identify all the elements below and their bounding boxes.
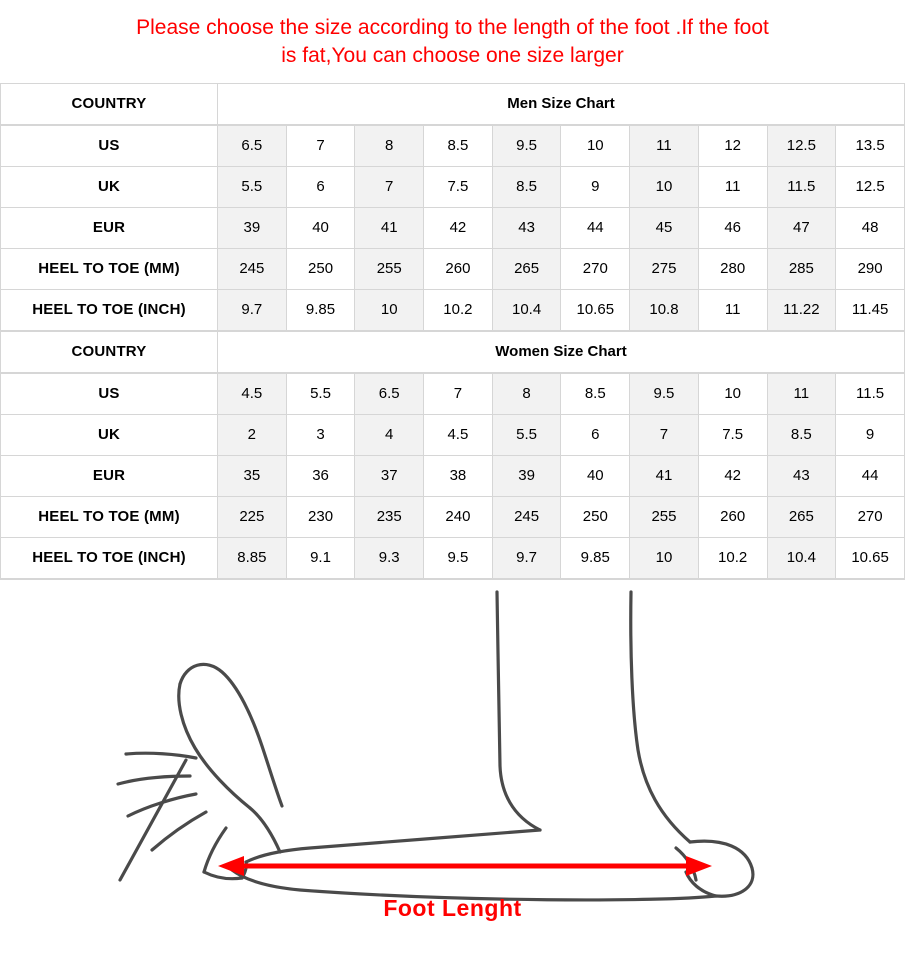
women-cell: 10.4 [767,537,836,578]
women-row-label: EUR [1,455,218,496]
men-cell: 10.65 [561,289,630,330]
men-cell: 43 [492,207,561,248]
women-row-label: US [1,373,218,414]
notice-line-1: Please choose the size according to the length of the foot .If the foot [136,16,769,39]
men-header-row [1,83,905,124]
men-row-label: EUR [1,207,218,248]
women-cell: 11 [767,373,836,414]
women-cell: 3 [286,414,355,455]
men-cell: 280 [698,248,767,289]
women-cell: 9.85 [561,537,630,578]
women-cell: 255 [630,496,699,537]
table-row [1,373,905,414]
men-cell: 270 [561,248,630,289]
notice-banner [0,0,905,83]
women-cell: 10.2 [698,537,767,578]
women-cell: 230 [286,496,355,537]
women-cell: 5.5 [492,414,561,455]
table-row [1,289,905,330]
women-cell: 265 [767,496,836,537]
women-cell: 10.65 [836,537,905,578]
women-header-row [1,331,905,372]
men-cell: 11.45 [836,289,905,330]
men-size-values-table [0,125,905,331]
women-cell: 250 [561,496,630,537]
women-cell: 4.5 [218,373,287,414]
women-cell: 4 [355,414,424,455]
women-cell: 4.5 [424,414,493,455]
table-row [1,166,905,207]
men-row-label: UK [1,166,218,207]
men-cell: 10.8 [630,289,699,330]
men-cell: 11 [698,166,767,207]
women-cell: 7 [424,373,493,414]
table-row [1,455,905,496]
table-row [1,125,905,166]
table-row [1,207,905,248]
women-cell: 7 [630,414,699,455]
women-cell: 9.5 [630,373,699,414]
men-cell: 6 [286,166,355,207]
men-cell: 8.5 [492,166,561,207]
men-cell: 255 [355,248,424,289]
men-cell: 10 [561,125,630,166]
table-row [1,537,905,578]
men-table-body [1,83,905,124]
women-cell: 37 [355,455,424,496]
men-cell: 11 [698,289,767,330]
women-cell: 235 [355,496,424,537]
men-cell: 6.5 [218,125,287,166]
men-country-label: COUNTRY [1,83,218,124]
men-values-body [1,125,905,330]
women-cell: 9.3 [355,537,424,578]
women-cell: 10 [698,373,767,414]
men-cell: 41 [355,207,424,248]
men-cell: 10.2 [424,289,493,330]
men-cell: 9.7 [218,289,287,330]
men-cell: 275 [630,248,699,289]
men-cell: 8 [355,125,424,166]
table-row [1,414,905,455]
men-cell: 10 [355,289,424,330]
table-row [1,248,905,289]
women-cell: 39 [492,455,561,496]
men-cell: 10 [630,166,699,207]
men-cell: 260 [424,248,493,289]
men-cell: 9.5 [492,125,561,166]
men-cell: 7.5 [424,166,493,207]
women-cell: 43 [767,455,836,496]
women-cell: 40 [561,455,630,496]
women-cell: 41 [630,455,699,496]
men-cell: 7 [355,166,424,207]
women-cell: 38 [424,455,493,496]
women-cell: 8.85 [218,537,287,578]
men-cell: 48 [836,207,905,248]
women-row-label: HEEL TO TOE (INCH) [1,537,218,578]
women-cell: 9.1 [286,537,355,578]
women-cell: 10 [630,537,699,578]
women-cell: 8 [492,373,561,414]
women-cell: 9.7 [492,537,561,578]
men-cell: 245 [218,248,287,289]
women-cell: 11.5 [836,373,905,414]
men-cell: 10.4 [492,289,561,330]
men-cell: 265 [492,248,561,289]
men-cell: 9 [561,166,630,207]
women-cell: 9 [836,414,905,455]
women-cell: 36 [286,455,355,496]
men-chart-title: Men Size Chart [218,83,905,124]
women-row-label: UK [1,414,218,455]
women-row-label: HEEL TO TOE (MM) [1,496,218,537]
foot-length-arrow [218,856,712,876]
notice-line-2: is fat,You can choose one size larger [281,44,624,68]
men-cell: 9.85 [286,289,355,330]
women-values-body [1,373,905,578]
men-cell: 40 [286,207,355,248]
women-cell: 6.5 [355,373,424,414]
men-cell: 12.5 [836,166,905,207]
men-cell: 250 [286,248,355,289]
women-cell: 260 [698,496,767,537]
women-cell: 35 [218,455,287,496]
men-cell: 290 [836,248,905,289]
men-row-label: HEEL TO TOE (MM) [1,248,218,289]
women-size-table [0,331,905,373]
women-cell: 245 [492,496,561,537]
women-table-body [1,331,905,372]
women-chart-title: Women Size Chart [218,331,905,372]
women-cell: 2 [218,414,287,455]
women-cell: 8.5 [561,373,630,414]
women-cell: 5.5 [286,373,355,414]
men-cell: 45 [630,207,699,248]
women-cell: 6 [561,414,630,455]
women-cell: 8.5 [767,414,836,455]
women-size-values-table [0,373,905,579]
men-cell: 5.5 [218,166,287,207]
women-cell: 44 [836,455,905,496]
women-cell: 225 [218,496,287,537]
men-cell: 12 [698,125,767,166]
men-cell: 8.5 [424,125,493,166]
men-cell: 42 [424,207,493,248]
women-cell: 7.5 [698,414,767,455]
women-cell: 240 [424,496,493,537]
men-cell: 285 [767,248,836,289]
men-size-table [0,83,905,125]
men-cell: 13.5 [836,125,905,166]
women-cell: 270 [836,496,905,537]
men-cell: 11 [630,125,699,166]
foot-length-caption: Foot Lenght [383,894,522,921]
men-cell: 46 [698,207,767,248]
men-cell: 11.22 [767,289,836,330]
foot-outline [118,592,753,900]
women-cell: 9.5 [424,537,493,578]
women-cell: 42 [698,455,767,496]
men-row-label: HEEL TO TOE (INCH) [1,289,218,330]
men-row-label: US [1,125,218,166]
men-cell: 47 [767,207,836,248]
men-cell: 12.5 [767,125,836,166]
foot-length-illustration [0,579,905,934]
men-cell: 44 [561,207,630,248]
table-row [1,496,905,537]
men-cell: 39 [218,207,287,248]
women-country-label: COUNTRY [1,331,218,372]
men-cell: 7 [286,125,355,166]
men-cell: 11.5 [767,166,836,207]
foot-drawing [0,580,905,910]
